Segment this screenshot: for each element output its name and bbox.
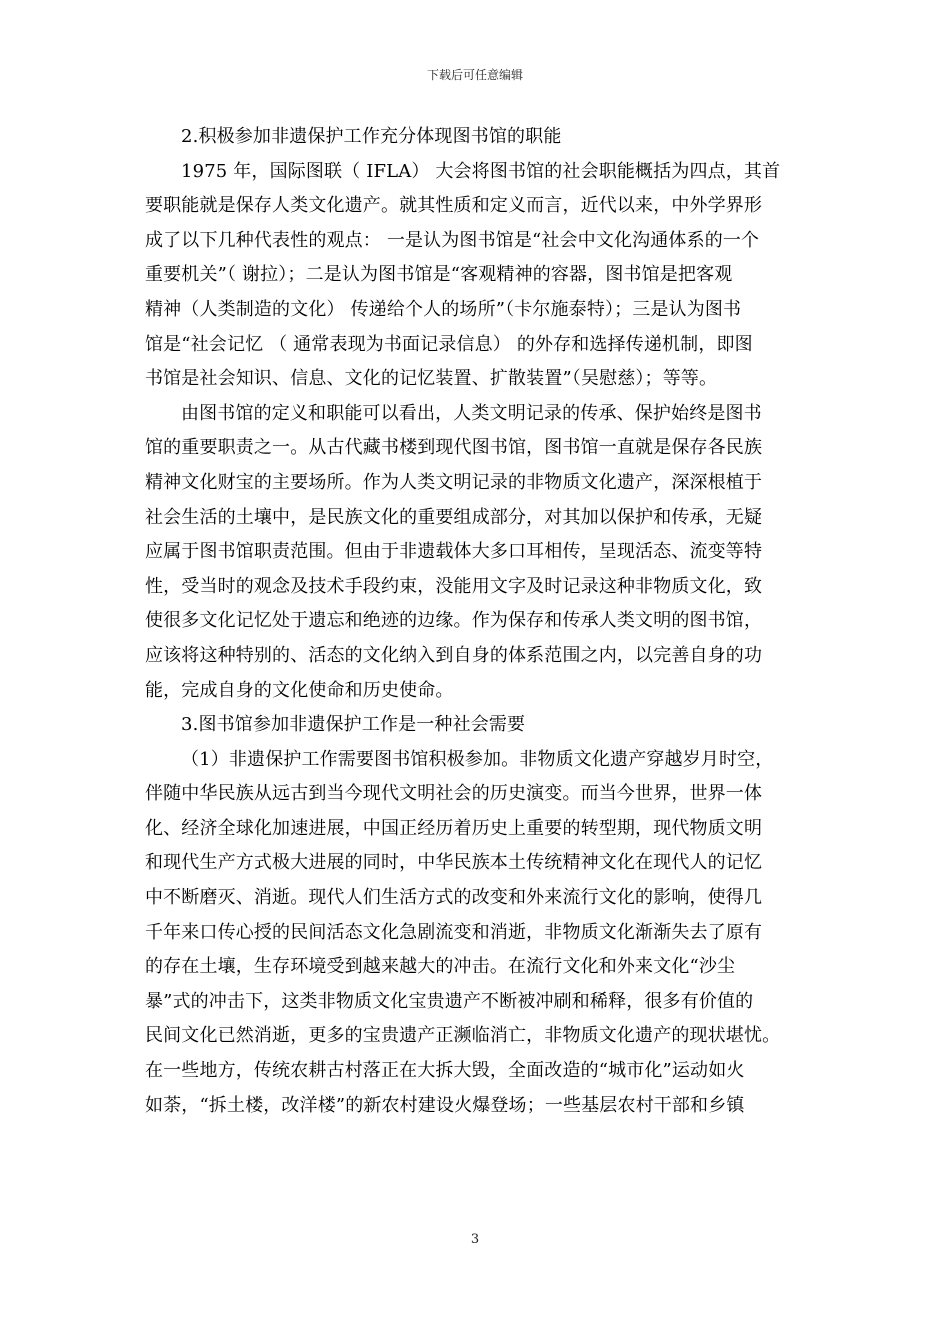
paragraph-line: 重要机关”（ 谢拉）；二是认为图书馆是“客观精神的容器，图书馆是把客观 bbox=[145, 264, 733, 286]
paragraph-line: 应该将这种特别的、活态的文化纳入到自身的体系范围之内，以完善自身的功 bbox=[145, 644, 763, 666]
paragraph-line: 要职能就是保存人类文化遗产。就其性质和定义而言，近代以来，中外学界形 bbox=[145, 195, 763, 217]
paragraph-line: 民间文化已然消逝，更多的宝贵遗产正濒临消亡，非物质文化遗产的现状堪忧。 bbox=[145, 1025, 781, 1047]
paragraph-line: 化、经济全球化加速进展，中国正经历着历史上重要的转型期，现代物质文明 bbox=[145, 817, 763, 839]
paragraph-line: 由图书馆的定义和职能可以看出，人类文明记录的传承、保护始终是图书 bbox=[181, 402, 762, 424]
paragraph-line: 馆是“社会记忆 （ 通常表现为书面记录信息） 的外存和选择传递机制，即图 bbox=[145, 333, 753, 355]
paragraph-line: 使很多文化记忆处于遗忘和绝迹的边缘。作为保存和传承人类文明的图书馆， bbox=[145, 610, 763, 632]
paragraph-line: 如荼，“拆土楼，改洋楼”的新农村建设火爆登场；一些基层农村干部和乡镇 bbox=[145, 1094, 745, 1116]
paragraph-line: 精神（人类制造的文化） 传递给个人的场所”（卡尔施泰特）；三是认为图书 bbox=[145, 298, 742, 320]
section-heading-3: 3.图书馆参加非遗保护工作是一种社会需要 bbox=[181, 714, 526, 736]
paragraph-line: 性，受当时的观念及技术手段约束，没能用文字及时记录这种非物质文化，致 bbox=[145, 575, 763, 597]
section-heading-2: 2.积极参加非遗保护工作充分体现图书馆的职能 bbox=[181, 126, 562, 147]
paragraph-line: 千年来口传心授的民间活态文化急剧流变和消逝，非物质文化渐渐失去了原有 bbox=[145, 921, 763, 943]
page-number: 3 bbox=[470, 1232, 480, 1247]
paragraph-line: 社会生活的土壤中，是民族文化的重要组成部分，对其加以保护和传承，无疑 bbox=[145, 506, 763, 528]
document-body bbox=[145, 120, 805, 1123]
paragraph-line: 伴随中华民族从远古到当今现代文明社会的历史演变。而当今世界，世界一体 bbox=[145, 783, 763, 805]
paragraph-line: 的存在土壤，生存环境受到越来越大的冲击。在流行文化和外来文化“沙尘 bbox=[145, 956, 736, 978]
paragraph-line: 精神文化财宝的主要场所。作为人类文明记录的非物质文化遗产，深深根植于 bbox=[145, 471, 763, 493]
paragraph-line: 应属于图书馆职责范围。但由于非遗载体大多口耳相传，呈现活态、流变等特 bbox=[145, 541, 763, 563]
paragraph-line: 暴”式的冲击下，这类非物质文化宝贵遗产不断被冲刷和稀释，很多有价值的 bbox=[145, 990, 754, 1012]
paragraph-line: 中不断磨灭、消逝。现代人们生活方式的改变和外来流行文化的影响，使得几 bbox=[145, 887, 763, 909]
page-header: 下载后可任意编辑 bbox=[426, 68, 523, 82]
paragraph-line: （1）非遗保护工作需要图书馆积极参加。非物质文化遗产穿越岁月时空， bbox=[181, 748, 774, 770]
paragraph-line: 在一些地方，传统农耕古村落正在大拆大毁，全面改造的“城市化”运动如火 bbox=[145, 1060, 745, 1082]
paragraph-line: 馆的重要职责之一。从古代藏书楼到现代图书馆，图书馆一直就是保存各民族 bbox=[145, 437, 763, 459]
paragraph-line: 能，完成自身的文化使命和历史使命。 bbox=[145, 679, 454, 701]
paragraph-line: 和现代生产方式极大进展的同时，中华民族本土传统精神文化在现代人的记忆 bbox=[145, 852, 763, 874]
paragraph-line: 书馆是社会知识、信息、文化的记忆装置、扩散装置”（吴慰慈）；等等。 bbox=[145, 368, 718, 390]
paragraph-line: 1975 年，国际图联（ IFLA） 大会将图书馆的社会职能概括为四点，其首 bbox=[181, 160, 781, 182]
paragraph-line: 成了以下几种代表性的观点： 一是认为图书馆是“社会中文化沟通体系的一个 bbox=[145, 229, 760, 251]
